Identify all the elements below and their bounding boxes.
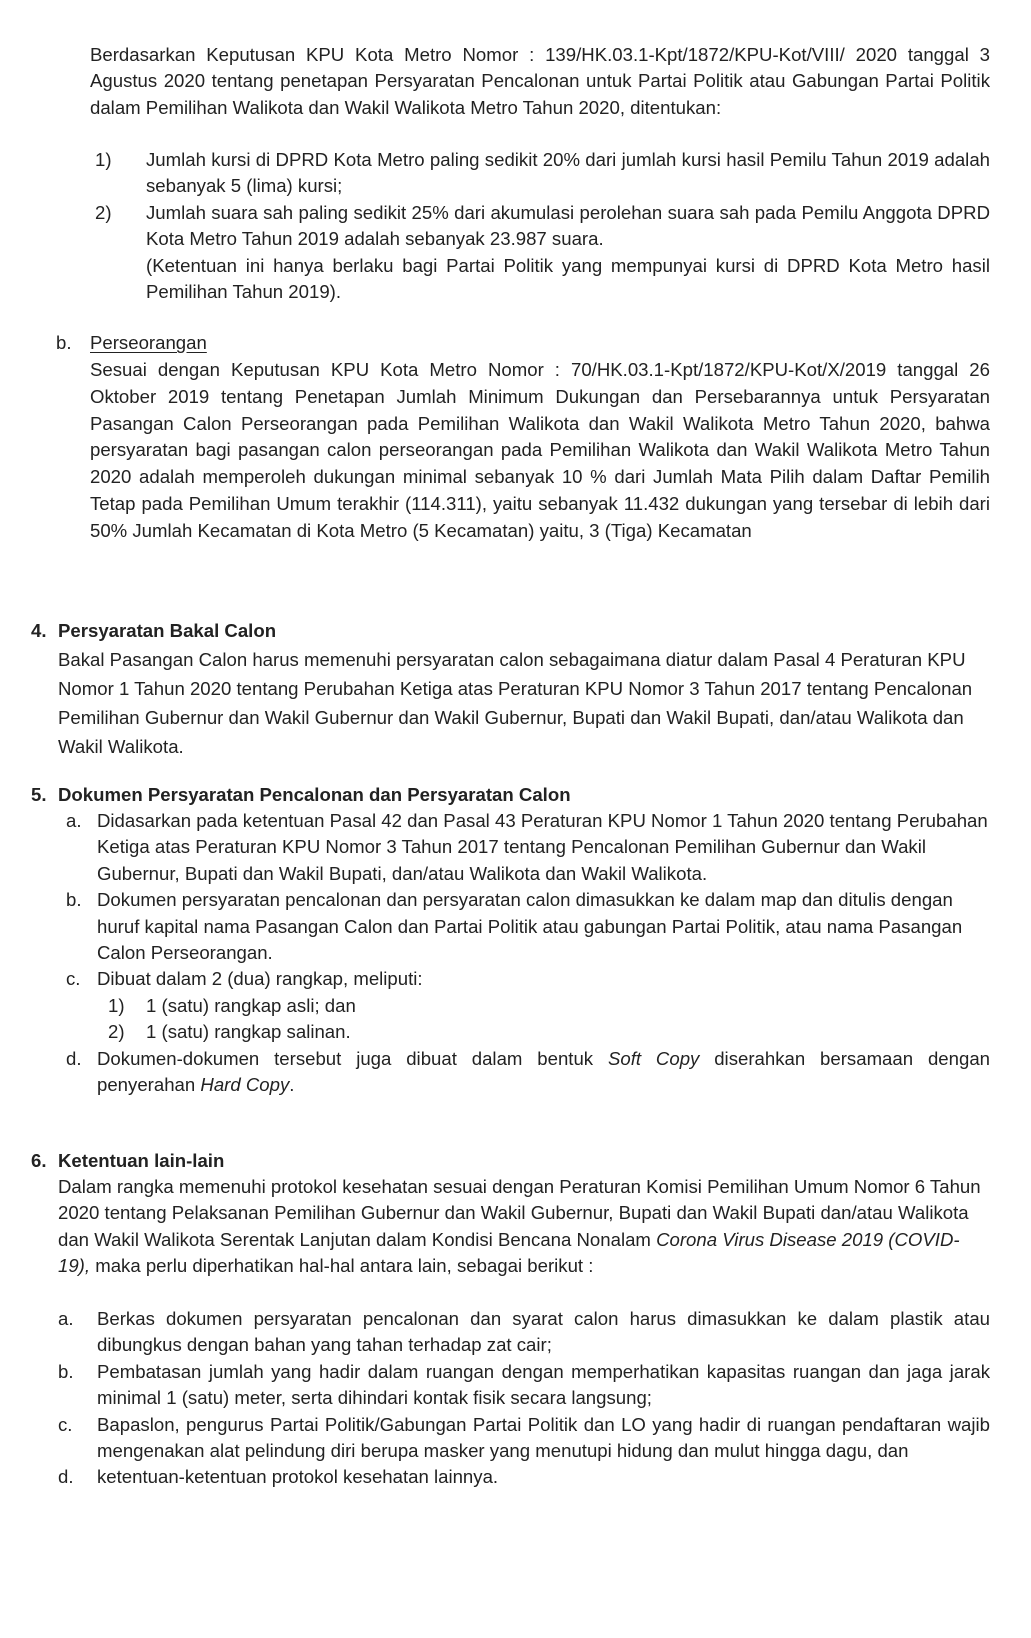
list-item-label: c. <box>58 1413 73 1435</box>
hard-copy-term: Hard Copy <box>200 1074 290 1096</box>
text-segment: diserahkan bersamaan dengan penyerahan <box>97 1047 990 1096</box>
section-6-paragraph <box>58 1174 990 1280</box>
list-item-label: a. <box>58 1308 74 1329</box>
list-item-label: c. <box>66 968 81 990</box>
list-item-label: 1) <box>95 149 112 170</box>
list-item <box>58 1306 990 1359</box>
list-item-text: Jumlah kursi di DPRD Kota Metro paling sedikit 20% dari jumlah kursi hasil Pemilu Tahun 2019 adalah sebanyak 5 (lima) kursi; <box>146 149 990 197</box>
list-item <box>58 1412 990 1465</box>
list-item <box>95 200 990 306</box>
sub-list-item <box>108 993 990 1019</box>
list-item-text: Didasarkan pada ketentuan Pasal 42 dan Pasal 43 Peraturan KPU Nomor 1 Tahun 2020 tentang Perubahan Ketiga atas Peraturan KPU Nomor 3 Tahun 2017 tentang Pencalonan Pemilihan Gubernur dan Wakil Gubernur, Bupati dan Wakil Bupati, dan/atau Walikota dan Wakil Walikota. <box>97 810 988 884</box>
list-item <box>66 966 990 1045</box>
section-4-heading <box>31 618 277 644</box>
list-item-text: Pembatasan jumlah yang hadir dalam ruangan dengan memperhatikan kapasitas ruangan dan jaga jarak minimal 1 (satu) meter, serta dihindari kontak fisik secara langsung; <box>97 1360 990 1409</box>
list-item-text: Dokumen persyaratan pencalonan dan persyaratan calon dimasukkan ke dalam map dan ditulis dengan huruf kapital nama Pasangan Calon dan Partai Politik atau gabungan Partai Politik, atau nama Pasangan Calon Perseorangan. <box>97 889 963 964</box>
section-6-heading <box>31 1148 225 1174</box>
list-item <box>95 147 990 200</box>
text-segment: . <box>289 1074 295 1096</box>
perseorangan-label: b. <box>56 332 72 353</box>
section-6-number: 6. <box>31 1150 47 1171</box>
list-item-text: Berkas dokumen persyaratan pencalonan dan syarat calon harus dimasukkan ke dalam plastik atau dibungkus dengan bahan yang tahan terhadap zat cair; <box>97 1308 990 1356</box>
list-item <box>58 1359 990 1412</box>
section-5-title: Dokumen Persyaratan Pencalonan dan Persyaratan Calon <box>58 784 571 805</box>
list-item-text: ketentuan-ketentuan protokol kesehatan lainnya. <box>97 1466 499 1488</box>
list-item-label: b. <box>66 889 82 911</box>
sub-list-item-label: 1) <box>108 994 125 1016</box>
intro-list <box>95 147 990 305</box>
list-item-text <box>97 1046 990 1099</box>
section-5-heading <box>31 782 571 808</box>
section-4-title: Persyaratan Bakal Calon <box>58 620 277 641</box>
sub-list-item-text: 1 (satu) rangkap salinan. <box>146 1021 351 1043</box>
text-segment: maka perlu diperhatikan hal-hal antara lain, sebagai berikut : <box>90 1255 594 1277</box>
list-item <box>66 887 990 966</box>
list-item-label: d. <box>58 1466 74 1488</box>
list-item-label: d. <box>66 1047 82 1069</box>
intro-paragraph: Berdasarkan Keputusan KPU Kota Metro Nomor : 139/HK.03.1-Kpt/1872/KPU-Kot/VIII/ 2020 tanggal 3 Agustus 2020 tentang penetapan Persyaratan Pencalonan untuk Partai Politik atau Gabungan Partai Politik dalam Pemilihan Walikota dan Wakil Walikota Metro Tahun 2020, ditentukan: <box>90 44 990 118</box>
section-6-list <box>58 1306 990 1491</box>
list-item-label: a. <box>66 810 82 831</box>
section-4-paragraph: Bakal Pasangan Calon harus memenuhi persyaratan calon sebagaimana diatur dalam Pasal 4 Peraturan KPU Nomor 1 Tahun 2020 tentang Perubahan Ketiga atas Peraturan KPU Nomor 3 Tahun 2017 tentang Pencalonan Pemilihan Gubernur dan Wakil Gubernur dan Wakil Gubernur, Bupati dan Wakil Bupati, dan/atau Walikota dan Wakil Walikota. <box>58 649 973 757</box>
text-segment: Dokumen-dokumen tersebut juga dibuat dalam bentuk <box>97 1047 608 1069</box>
perseorangan-paragraph: Sesuai dengan Keputusan KPU Kota Metro Nomor : 70/HK.03.1-Kpt/1872/KPU-Kot/X/2019 tanggal 26 Oktober 2019 tentang Penetapan Jumlah Minimum Dukungan dan Persebarannya untuk Persyaratan Pasangan Calon Perseorangan pada Pemilihan Walikota dan Wakil Walikota Metro Tahun 2020, bahwa persyaratan bagi pasangan calon perseorangan pada Pemilihan Walikota dan Wakil Walikota Metro Tahun 2020 adalah memperoleh dukungan minimal sebanyak 10 % dari Jumlah Mata Pilih dalam Daftar Pemilih Tetap pada Pemilihan Umum terakhir (114.311), yaitu sebanyak 11.432 dukungan yang tersebar di lebih dari 50% Jumlah Kecamatan di Kota Metro (5 Kecamatan) yaitu, 3 (Tiga) Kecamatan <box>90 359 990 541</box>
sub-list-item <box>108 1019 990 1045</box>
list-item-note: (Ketentuan ini hanya berlaku bagi Partai Politik yang mempunyai kursi di DPRD Kota Metro hasil Pemilihan Tahun 2019). <box>146 254 990 303</box>
list-item-text: Dibuat dalam 2 (dua) rangkap, meliputi: <box>97 968 423 990</box>
list-item-label: b. <box>58 1360 74 1382</box>
sub-list-item-label: 2) <box>108 1021 125 1043</box>
list-item <box>66 1046 990 1099</box>
soft-copy-term: Soft Copy <box>607 1047 700 1069</box>
list-item-text: Jumlah suara sah paling sedikit 25% dari akumulasi perolehan suara sah pada Pemilu Anggota DPRD Kota Metro Tahun 2019 adalah sebanyak 23.987 suara. <box>146 201 990 250</box>
section-5-list <box>66 808 990 1098</box>
section-4-number: 4. <box>31 620 47 641</box>
covid-term: Corona Virus Disease 2019 (COVID-19), <box>58 1228 960 1277</box>
list-item-text: Bapaslon, pengurus Partai Politik/Gabungan Partai Politik dan LO yang hadir di ruangan pendaftaran wajib mengenakan alat pelindung diri berupa masker yang menutupi hidung dan mulut hingga dagu, dan <box>97 1413 990 1462</box>
text-segment: Dalam rangka memenuhi protokol kesehatan sesuai dengan Peraturan Komisi Pemilihan Umum Nomor 6 Tahun 2020 tentang Pelaksanan Pemilihan Gubernur dan Wakil Gubernur, Bupati dan Wakil Bupati dan/atau Walikota dan Wakil Walikota Serentak Lanjutan dalam Kondisi Bencana Nonalam <box>58 1176 981 1250</box>
sub-list-item-text: 1 (satu) rangkap asli; dan <box>146 994 356 1016</box>
list-item <box>66 808 990 887</box>
section-6-title: Ketentuan lain-lain <box>58 1150 225 1171</box>
section-5-number: 5. <box>31 784 47 805</box>
perseorangan-title: Perseorangan <box>90 332 207 353</box>
list-item <box>58 1464 990 1490</box>
perseorangan-heading <box>56 330 990 356</box>
list-item-label: 2) <box>95 201 112 223</box>
